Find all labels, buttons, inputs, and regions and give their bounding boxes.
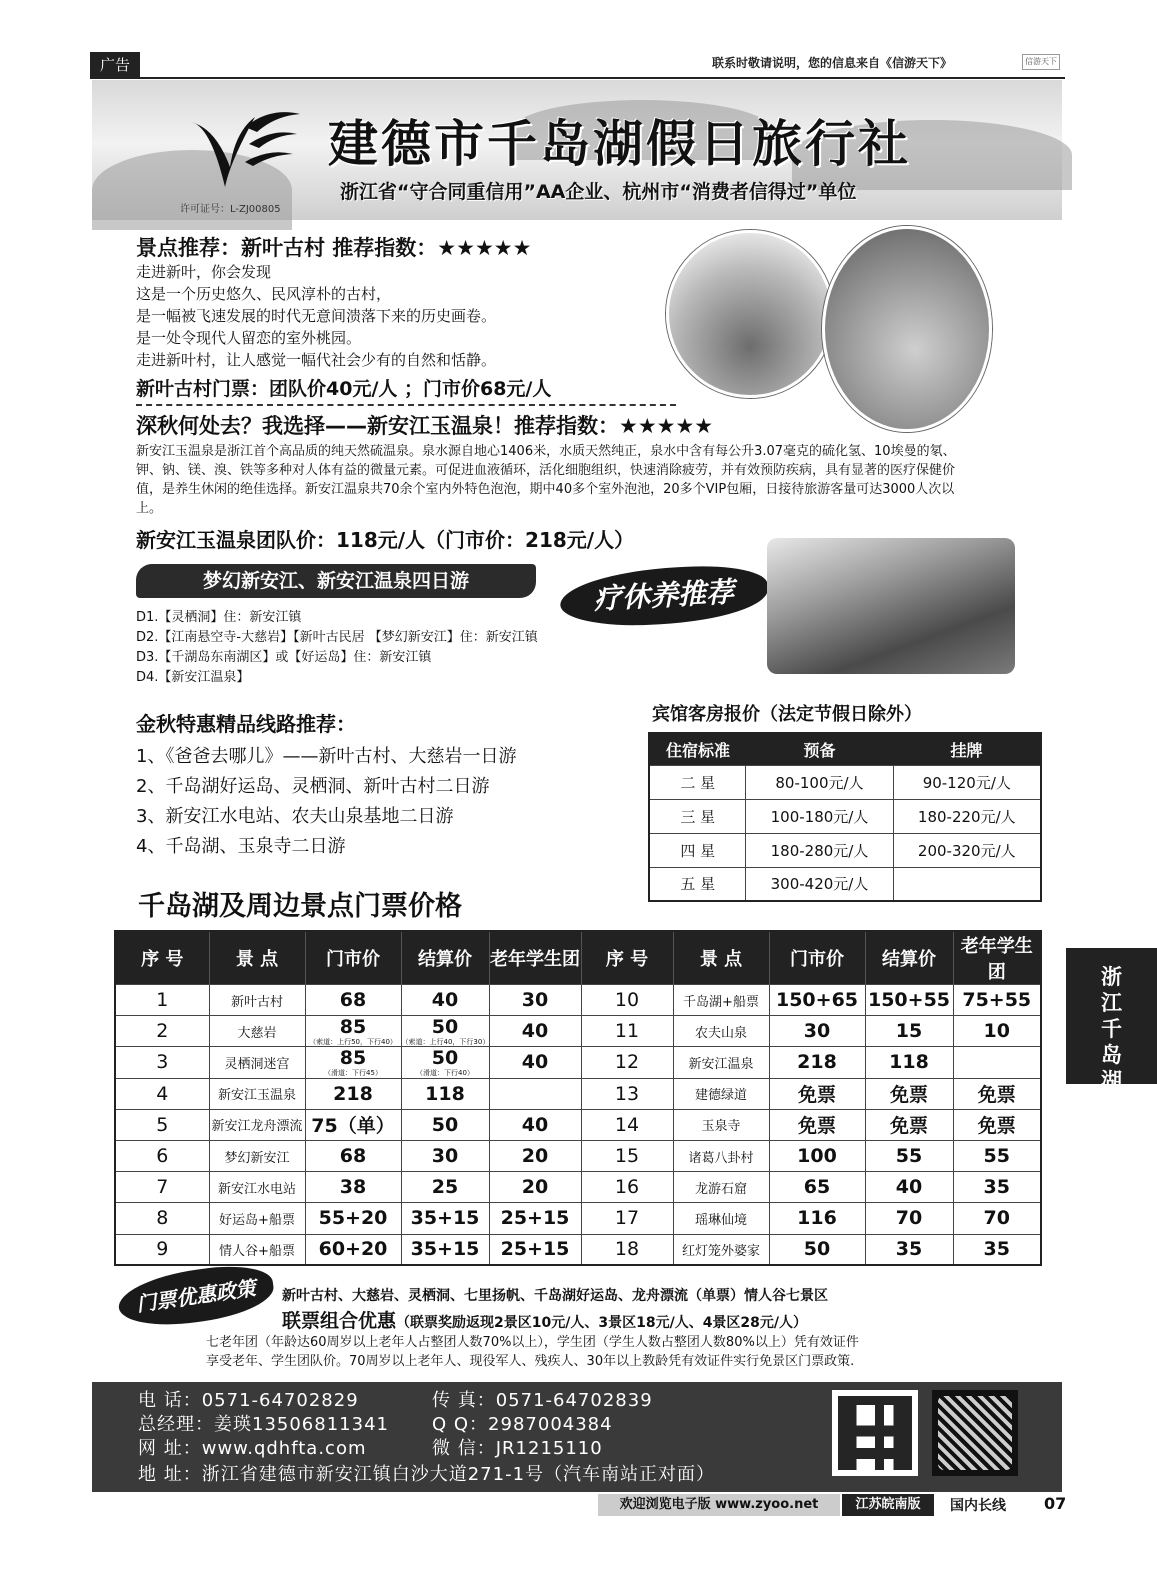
contact-fax: 传 真：0571-64702839 [432, 1390, 653, 1411]
policy-line: 七老年团（年龄达60周岁以上老年人占整团人数70%以上），学生团（学生人数占整团人数80%以上）凭有效证件 [206, 1335, 859, 1350]
table-cell: 35+15 [401, 1203, 489, 1234]
footer-category: 国内长线 [950, 1498, 1006, 1514]
table-cell: 新叶古村 [209, 985, 305, 1016]
table-cell: 68 [305, 985, 401, 1016]
table-cell: 30 [401, 1140, 489, 1171]
table-cell: 50 [401, 1109, 489, 1140]
table-header-row [115, 931, 1041, 985]
policy-line: 享受老年、学生团队价。70周岁以上老年人、现役军人、残疾人、30年以上教龄凭有效证件实行免景区门票政策. [206, 1354, 855, 1369]
table-cell: 25+15 [489, 1203, 581, 1234]
table-cell: 35 [953, 1234, 1041, 1265]
table-cell: 55 [953, 1140, 1041, 1171]
route-item: 3、新安江水电站、农夫山泉基地二日游 [136, 806, 454, 827]
village-heading: 景点推荐：新叶古村 推荐指数：★★★★★ [136, 236, 532, 260]
table-cell: 1 [115, 985, 209, 1016]
route-item: 2、千岛湖好运岛、灵栖洞、新叶古村二日游 [136, 776, 490, 797]
table-header: 挂牌 [893, 733, 1041, 765]
footer-edition: 江苏皖南版 [842, 1494, 934, 1516]
table-cell: 免票 [769, 1109, 865, 1140]
temple-cliff-photo [767, 538, 1015, 674]
cell-note: （索道：上行50，下行40） [309, 1038, 397, 1047]
website-qr-code[interactable] [832, 1390, 918, 1476]
license-number: 许可证号：L-ZJ00805 [180, 204, 281, 215]
agency-subtitle: 浙江省“守合同重信用”AA企业、杭州市“消费者信得过”单位 [340, 181, 857, 203]
table-cell: 13 [581, 1078, 673, 1109]
contact-wechat: 微 信：JR1215110 [432, 1438, 603, 1459]
table-cell: 千岛湖+船票 [673, 985, 769, 1016]
table-cell: 二 星 [649, 765, 746, 799]
table-header: 住宿标准 [649, 733, 746, 765]
contact-website[interactable]: 网 址：www.qdhfta.com [138, 1438, 367, 1459]
table-cell: 100 [769, 1140, 865, 1171]
table-header: 门市价 [305, 931, 401, 985]
table-cell: 35+15 [401, 1234, 489, 1265]
table-cell: 35 [953, 1172, 1041, 1203]
cell-note: （滑道：下行40） [416, 1069, 474, 1078]
table-cell: 68 [305, 1140, 401, 1171]
table-cell: 300-420元/人 [746, 867, 893, 901]
table-cell: 玉泉寺 [673, 1109, 769, 1140]
table-cell: 诸葛八卦村 [673, 1140, 769, 1171]
table-row [115, 985, 1041, 1016]
village-photo [666, 230, 834, 398]
table-cell: 180-280元/人 [746, 833, 893, 867]
table-cell: 情人谷+船票 [209, 1234, 305, 1265]
table-cell: 龙游石窟 [673, 1172, 769, 1203]
cell-value: 50 [431, 1016, 459, 1039]
publication-logo: 信游天下 [1022, 54, 1060, 70]
tour-banner: 梦幻新安江、新安江温泉四日游 [136, 564, 536, 598]
village-ticket-price: 新叶古村门票：团队价40元/人 ；门市价68元/人 [136, 378, 552, 400]
table-cell: 150+65 [769, 985, 865, 1016]
table-cell: 90-120元/人 [893, 765, 1041, 799]
itinerary-day: D3.【千湖岛东南湖区】或【好运岛】住：新安江镇 [136, 650, 432, 665]
footer-site[interactable]: 欢迎浏览电子版 www.zyoo.net [598, 1494, 840, 1516]
table-header: 序 号 [581, 931, 673, 985]
itinerary [136, 608, 538, 688]
table-header: 结算价 [865, 931, 953, 985]
table-cell: 15 [865, 1016, 953, 1047]
spring-description: 新安江玉温泉是浙江首个高品质的纯天然硫温泉。泉水源自地心1406米，水质天然纯正，泉水中含有每公升3.07毫克的硫化氢、10埃曼的氡、钾、钠、镁、溴、铁等多种对人体有益的微量元素。可促进血液循环，活化细胞组织，快速消除疲劳，并有效预防疾病，具有显著的医疗保健价值，是养生休闲的绝佳选择。新安江温泉共70余个室内外特色泡泡，期中40多个室外泡池，20多个VIP包厢，日接待旅游客量可达3000人次以上。 [136, 444, 956, 516]
village-line: 是一处令现代人留恋的室外桃园。 [136, 329, 362, 347]
table-cell: 40 [489, 1047, 581, 1078]
table-cell: 40 [489, 1109, 581, 1140]
table-cell: 218 [769, 1047, 865, 1078]
policy-combo-detail: （联票奖励返现2景区10元/人、3景区18元/人、4景区28元/人） [396, 1315, 808, 1331]
table-row [115, 1047, 1041, 1078]
village-line: 这是一个历史悠久、民风淳朴的古村， [136, 285, 392, 303]
table-cell: 25+15 [489, 1234, 581, 1265]
table-row [115, 1078, 1041, 1109]
table-cell: 25 [401, 1172, 489, 1203]
table-cell: 9 [115, 1234, 209, 1265]
table-cell: 梦幻新安江 [209, 1140, 305, 1171]
table-cell: 免票 [953, 1078, 1041, 1109]
table-cell: 瑶琳仙境 [673, 1203, 769, 1234]
table-cell: 14 [581, 1109, 673, 1140]
table-cell: 20 [489, 1172, 581, 1203]
table-header: 老年学生团 [953, 931, 1041, 985]
source-note: 联系时敬请说明，您的信息来自《信游天下》 [712, 56, 953, 70]
village-line: 走进新叶村，让人感觉一幅代社会少有的自然和恬静。 [136, 351, 497, 369]
routes-heading: 金秋特惠精品线路推荐： [136, 712, 356, 736]
spring-heading: 深秋何处去？我选择——新安江玉温泉！推荐指数：★★★★★ [136, 414, 714, 438]
table-cell: 免票 [865, 1109, 953, 1140]
spring-price: 新安江玉温泉团队价：118元/人（门市价：218元/人） [136, 528, 635, 552]
table-header: 序 号 [115, 931, 209, 985]
table-row [115, 1234, 1041, 1265]
table-cell: 免票 [953, 1109, 1041, 1140]
table-row [115, 1203, 1041, 1234]
contact-bar [92, 1382, 1062, 1492]
village-line: 走进新叶，你会发现 [136, 263, 272, 281]
policy-terms [206, 1333, 859, 1371]
table-cell: 15 [581, 1140, 673, 1171]
table-cell: 建德绿道 [673, 1078, 769, 1109]
cell-value: 50 [431, 1047, 459, 1070]
table-header: 门市价 [769, 931, 865, 985]
table-cell: 80-100元/人 [746, 765, 893, 799]
table-cell [401, 1016, 489, 1047]
wechat-qr-code[interactable] [932, 1390, 1018, 1476]
table-cell: 免票 [865, 1078, 953, 1109]
table-row [649, 799, 1041, 833]
table-cell: 新安江水电站 [209, 1172, 305, 1203]
region-tab [1066, 948, 1157, 1093]
table-row [649, 833, 1041, 867]
table-cell: 70 [865, 1203, 953, 1234]
table-cell: 55+20 [305, 1203, 401, 1234]
table-header: 老年学生团 [489, 931, 581, 985]
table-cell: 12 [581, 1047, 673, 1078]
routes-list [136, 742, 516, 862]
table-cell: 35 [865, 1234, 953, 1265]
table-cell: 5 [115, 1109, 209, 1140]
policy-combo [282, 1306, 807, 1333]
table-cell: 30 [489, 985, 581, 1016]
table-cell: 10 [581, 985, 673, 1016]
table-cell: 118 [865, 1047, 953, 1078]
cell-value: 85 [339, 1016, 367, 1039]
table-cell: 200-320元/人 [893, 833, 1041, 867]
table-row [115, 1016, 1041, 1047]
table-cell: 18 [581, 1234, 673, 1265]
table-cell [953, 1047, 1041, 1078]
table-cell [305, 1047, 401, 1078]
route-item: 1、《爸爸去哪儿》——新叶古村、大慈岩一日游 [136, 746, 517, 767]
cell-note: （索道：上行40，下行30） [401, 1038, 490, 1047]
contact-address: 地 址：浙江省建德市新安江镇白沙大道271-1号（汽车南站正对面） [138, 1464, 716, 1485]
contact-manager: 总经理：姜瑛13506811341 [138, 1414, 389, 1435]
policy-combo-title: 联票组合优惠 [282, 1310, 397, 1332]
table-cell: 2 [115, 1016, 209, 1047]
table-cell: 免票 [769, 1078, 865, 1109]
top-rule [90, 77, 1065, 79]
page-number: 07 [1044, 1494, 1067, 1513]
table-row [649, 765, 1041, 799]
itinerary-day: D4.【新安江温泉】 [136, 670, 250, 685]
table-cell: 新安江温泉 [673, 1047, 769, 1078]
route-item: 4、千岛湖、玉泉寺二日游 [136, 836, 346, 857]
table-header: 景 点 [673, 931, 769, 985]
table-cell: 农夫山泉 [673, 1016, 769, 1047]
table-cell: 218 [305, 1078, 401, 1109]
table-cell: 4 [115, 1078, 209, 1109]
policy-spots: 新叶古村、大慈岩、灵栖洞、七里扬帆、千岛湖好运岛、龙舟漂流（单票）情人谷七景区 [282, 1288, 828, 1304]
table-cell: 20 [489, 1140, 581, 1171]
divider [136, 404, 676, 406]
table-cell: 116 [769, 1203, 865, 1234]
table-cell: 三 星 [649, 799, 746, 833]
tickets-heading: 千岛湖及周边景点门票价格 [138, 891, 462, 922]
table-cell [305, 1016, 401, 1047]
hot-spring-photo [822, 226, 992, 432]
itinerary-day: D2.【江南悬空寺-大慈岩】【新叶古民居 【梦幻新安江】住：新安江镇 [136, 630, 538, 645]
table-cell: 75（单） [305, 1109, 401, 1140]
table-cell: 新安江玉温泉 [209, 1078, 305, 1109]
contact-qq: Q Q：2987004384 [432, 1414, 613, 1435]
ad-tag: 广告 [90, 52, 140, 78]
table-cell: 好运岛+船票 [209, 1203, 305, 1234]
table-row [115, 1140, 1041, 1171]
table-cell [401, 1047, 489, 1078]
region-tab-label: 浙江千岛湖 [1101, 965, 1122, 1093]
table-cell: 65 [769, 1172, 865, 1203]
table-header: 预备 [746, 733, 893, 765]
hotel-price-table [648, 732, 1042, 902]
table-cell: 灵栖洞迷宫 [209, 1047, 305, 1078]
cell-value: 85 [339, 1047, 367, 1070]
table-cell: 75+55 [953, 985, 1041, 1016]
table-header: 结算价 [401, 931, 489, 985]
table-row [115, 1109, 1041, 1140]
table-cell: 大慈岩 [209, 1016, 305, 1047]
table-cell [489, 1078, 581, 1109]
itinerary-day: D1.【灵栖洞】住：新安江镇 [136, 610, 302, 625]
recommend-badge: 疗休养推荐 [559, 563, 770, 630]
agency-logo-icon [185, 102, 305, 202]
table-cell: 55 [865, 1140, 953, 1171]
agency-title: 建德市千岛湖假日旅行社 [328, 115, 911, 173]
table-cell: 四 星 [649, 833, 746, 867]
table-cell: 7 [115, 1172, 209, 1203]
table-cell: 17 [581, 1203, 673, 1234]
table-cell: 150+55 [865, 985, 953, 1016]
table-cell: 16 [581, 1172, 673, 1203]
table-cell [893, 867, 1041, 901]
table-cell: 100-180元/人 [746, 799, 893, 833]
table-cell: 50 [769, 1234, 865, 1265]
table-row [115, 1172, 1041, 1203]
table-header-row [649, 733, 1041, 765]
hotel-heading: 宾馆客房报价（法定节假日除外） [652, 704, 922, 725]
table-cell: 40 [489, 1016, 581, 1047]
table-cell: 11 [581, 1016, 673, 1047]
table-cell: 3 [115, 1047, 209, 1078]
table-cell: 40 [865, 1172, 953, 1203]
cell-note: （滑道：下行45） [324, 1069, 382, 1078]
table-cell: 10 [953, 1016, 1041, 1047]
village-line: 是一幅被飞速发展的时代无意间溃落下来的历史画卷。 [136, 307, 497, 325]
table-cell: 8 [115, 1203, 209, 1234]
table-cell: 180-220元/人 [893, 799, 1041, 833]
table-cell: 118 [401, 1078, 489, 1109]
table-cell: 6 [115, 1140, 209, 1171]
table-cell: 60+20 [305, 1234, 401, 1265]
table-cell: 新安江龙舟漂流 [209, 1109, 305, 1140]
table-cell: 40 [401, 985, 489, 1016]
table-cell: 五 星 [649, 867, 746, 901]
table-cell: 38 [305, 1172, 401, 1203]
table-cell: 70 [953, 1203, 1041, 1234]
table-cell: 30 [769, 1016, 865, 1047]
contact-phone: 电 话：0571-64702829 [138, 1390, 359, 1411]
table-row [649, 867, 1041, 901]
table-header: 景 点 [209, 931, 305, 985]
policy-badge: 门票优惠政策 [115, 1259, 277, 1332]
ticket-price-table [114, 930, 1042, 1266]
table-cell: 红灯笼外婆家 [673, 1234, 769, 1265]
